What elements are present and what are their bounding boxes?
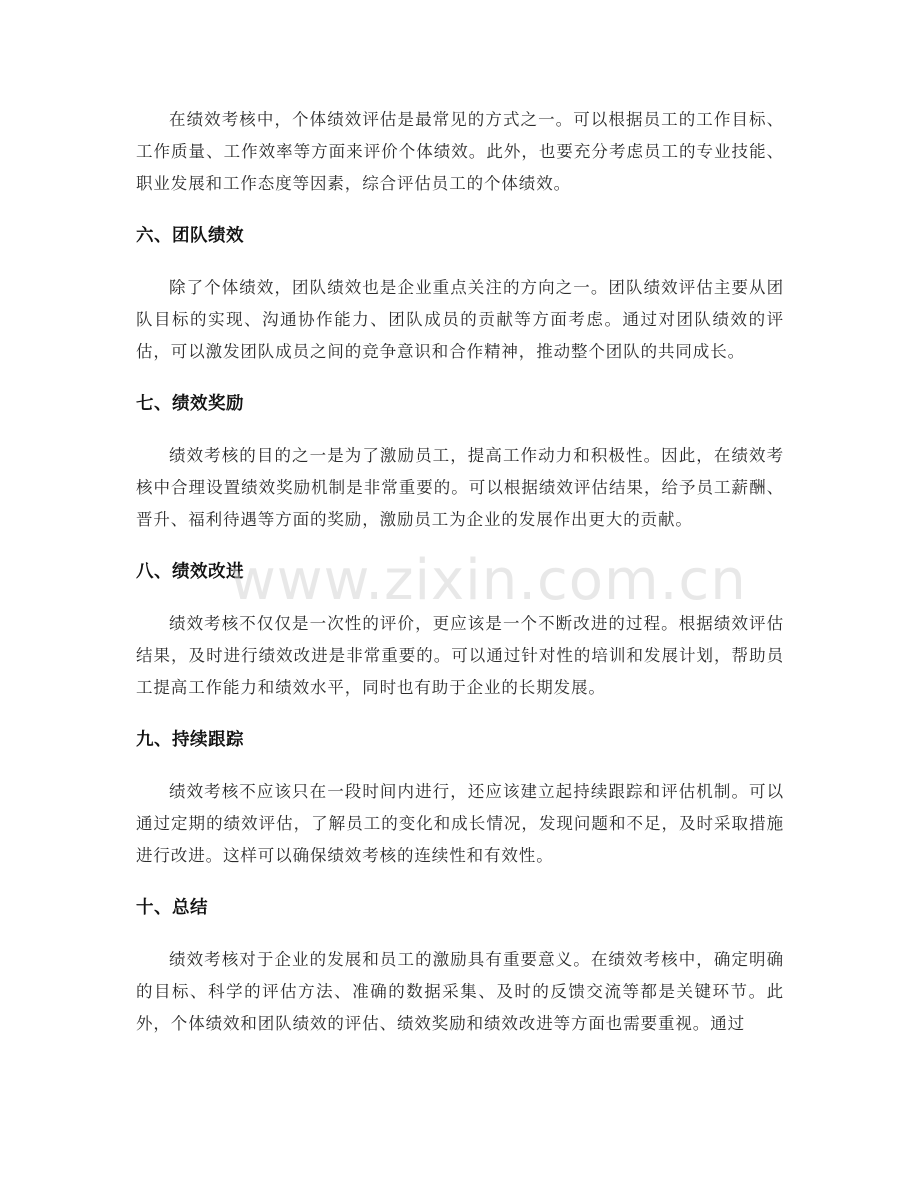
heading-performance-rewards: 七、绩效奖励 (136, 394, 244, 414)
paragraph-summary: 绩效考核对于企业的发展和员工的激励具有重要意义。在绩效考核中，确定明确的目标、科学的评估方法、准确的数据采集、及时的反馈交流等都是关键环节。此外，个体绩效和团队绩效的评估、绩效奖励和绩效改进等方面也需要重视。通过 (136, 950, 784, 1033)
paragraph-individual-performance: 在绩效考核中，个体绩效评估是最常见的方式之一。可以根据员工的工作目标、工作质量、工作效率等方面来评价个体绩效。此外，也要充分考虑员工的专业技能、职业发展和工作态度等因素，综合评估员工的个体绩效。 (136, 110, 784, 193)
heading-team-performance: 六、团队绩效 (136, 226, 244, 246)
heading-summary: 十、总结 (136, 898, 208, 918)
watermark-text: www.zixin.com.cn (230, 548, 747, 613)
paragraph-performance-rewards: 绩效考核的目的之一是为了激励员工，提高工作动力和积极性。因此，在绩效考核中合理设置绩效奖励机制是非常重要的。可以根据绩效评估结果，给予员工薪酬、晋升、福利待遇等方面的奖励，激励员工为企业的发展作出更大的贡献。 (136, 446, 784, 529)
heading-continuous-tracking: 九、持续跟踪 (136, 730, 244, 750)
paragraph-performance-improvement: 绩效考核不仅仅是一次性的评价，更应该是一个不断改进的过程。根据绩效评估结果，及时进行绩效改进是非常重要的。可以通过针对性的培训和发展计划，帮助员工提高工作能力和绩效水平，同时也有助于企业的长期发展。 (136, 614, 784, 697)
paragraph-team-performance: 除了个体绩效，团队绩效也是企业重点关注的方向之一。团队绩效评估主要从团队目标的实现、沟通协作能力、团队成员的贡献等方面考虑。通过对团队绩效的评估，可以激发团队成员之间的竞争意识和合作精神，推动整个团队的共同成长。 (136, 278, 784, 361)
paragraph-continuous-tracking: 绩效考核不应该只在一段时间内进行，还应该建立起持续跟踪和评估机制。可以通过定期的绩效评估，了解员工的变化和成长情况，发现问题和不足，及时采取措施进行改进。这样可以确保绩效考核的连续性和有效性。 (136, 782, 784, 865)
document-body (136, 104, 784, 1040)
heading-performance-improvement: 八、绩效改进 (136, 562, 244, 582)
